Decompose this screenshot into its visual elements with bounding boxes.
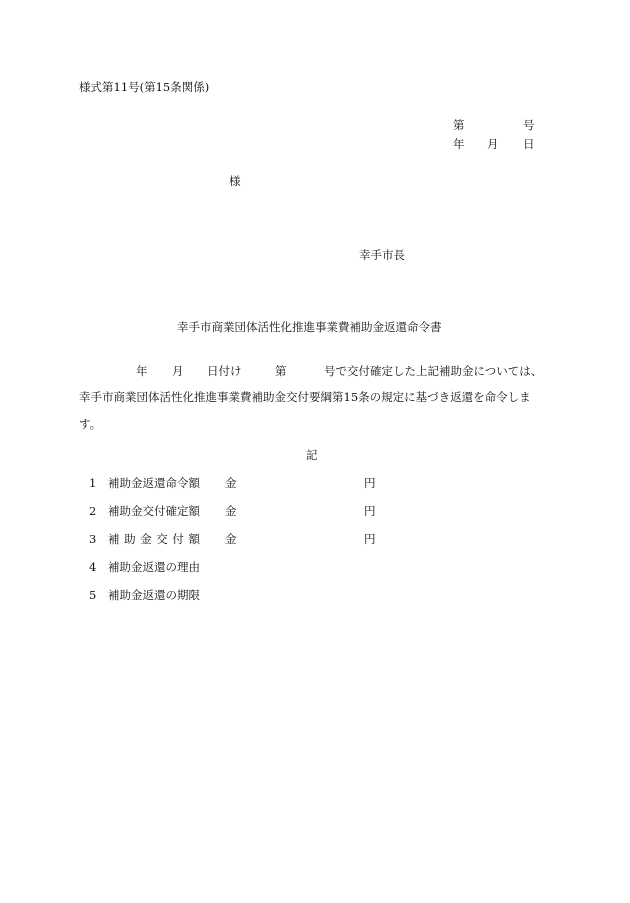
date-year-label: 年 (453, 137, 465, 151)
body-month-label: 月 (172, 364, 184, 378)
date-month-label: 月 (487, 137, 499, 151)
item-label: 補助金返還の期限 (108, 588, 200, 602)
document-title: 幸手市商業団体活性化推進事業費補助金返還命令書 (177, 320, 442, 334)
item-amount-unit: 円 (364, 476, 376, 490)
item-amount-prefix: 金 (225, 504, 237, 518)
body-number-prefix: 第 (275, 364, 287, 378)
document-number-suffix: 号 (523, 118, 535, 132)
date-day-label: 日 (523, 137, 535, 151)
body-date-label: 日付け (207, 364, 242, 378)
item-label: 補助金交付額 (108, 532, 205, 546)
item-number: 1 (89, 476, 97, 490)
item-label: 補助金返還命令額 (108, 476, 200, 490)
issuer-name: 幸手市長 (359, 248, 405, 262)
body-text-line2: 幸手市商業団体活性化推進事業費補助金交付要綱第15条の規定に基づき返還を命令しま (79, 390, 531, 404)
item-number: 4 (89, 560, 97, 574)
item-number: 5 (89, 588, 97, 602)
item-amount-prefix: 金 (225, 476, 237, 490)
item-label: 補助金交付確定額 (108, 504, 200, 518)
item-number: 3 (89, 532, 97, 546)
form-label: 様式第11号(第15条関係) (79, 80, 210, 94)
body-text-line3: す。 (79, 417, 102, 431)
addressee-honorific: 様 (229, 174, 241, 188)
item-amount-unit: 円 (364, 504, 376, 518)
body-text-line1: 号で交付確定した上記補助金については、 (324, 364, 543, 378)
item-amount-prefix: 金 (225, 532, 237, 546)
ki-heading: 記 (306, 448, 318, 462)
document-number-prefix: 第 (453, 118, 465, 132)
item-number: 2 (89, 504, 97, 518)
item-amount-unit: 円 (364, 532, 376, 546)
body-year-label: 年 (136, 364, 148, 378)
item-label: 補助金返還の理由 (108, 560, 200, 574)
